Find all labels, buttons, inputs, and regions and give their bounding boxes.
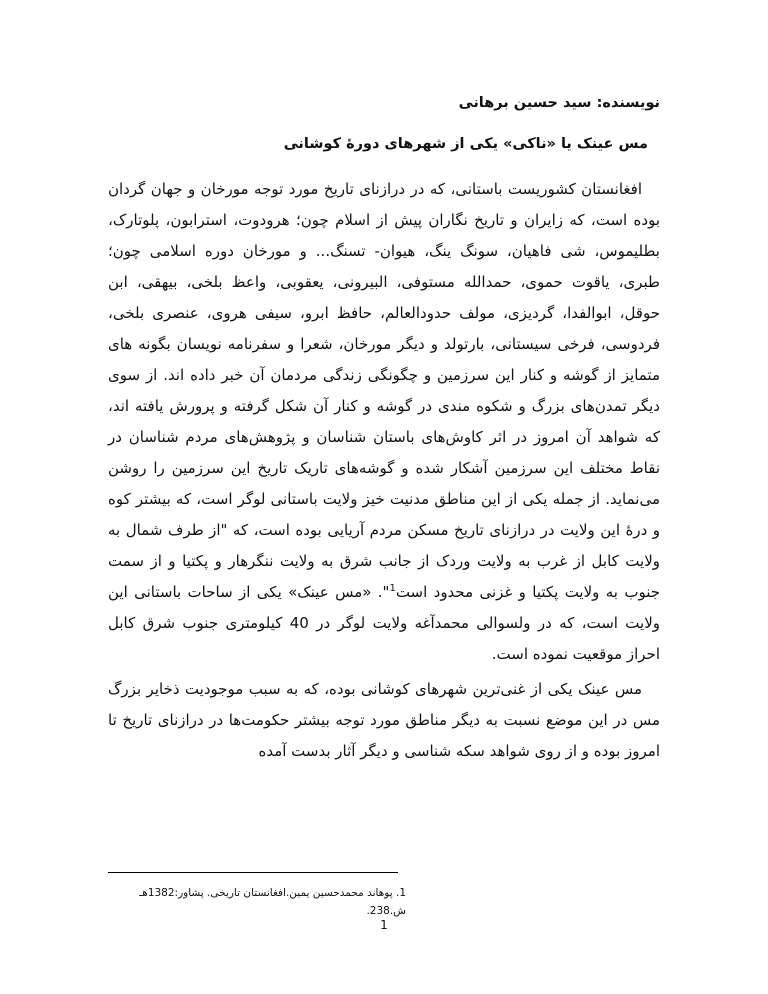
page-number: 1 (380, 918, 388, 932)
footnote: 1. پوهاند محمدحسین یمین.افغانستان تاریخی. پشاور:1382هـ ش.238. (139, 887, 406, 917)
paragraph-2: مس عینک یکی از غنی‌ترین شهرهای کوشانی بوده، که به سبب موجودیت ذخایر بزرگ مس در این موضع نسبت به دیگر مناطق مورد توجه بیشتر حکومت‌ها در درازنای تاریخ تا امروز بوده و از روی شواهد سکه شناسی و دیگر آثار بدست آمده (108, 680, 660, 760)
document-title: مس عینک یا «ناکی» یکی از شهرهای دورهٔ کوشانی (283, 136, 648, 152)
document-page (108, 86, 660, 767)
paragraph-1-main-text: افغانستان کشوریست باستانی، که در درازنای تاریخ مورد توجه مورخان و جهان گردان بوده است، که زایران و تاریخ نگاران پیش از اسلام چون؛ هرودوت، استرابون، پلوتارک، بطلیموس، شی فاهیان، سونگ ینگ، هیوان- تسنگ... و مورخان دوره اسلامی چون؛ طبری، یاقوت حموی، حمدالله مستوفی، البیرونی، یعقوبی، واعظ بلخی، بیهقی، ابن حوقل، ابوالفدا، گردیزی، مولف حدودالعالم، حافظ ابرو، سیفی هروی، عنصری بلخی، فردوسی، فرخی سیستانی، بارتولد و دیگر مورخان، شعرا و سفرنامه نویسان بگونه های متمایز از گوشه و کنار این سرزمین و چگونگی زندگی مردمان آن خبر داده اند. از سوی دیگر تمدن‌های بزرگ و شکوه مندی در گوشه و کنار آن شکل گرفته و پرورش یافته اند، که شواهد آن امروز در اثر کاوش‌های باستان شناسان و پژوهش‌های مردم شناسان در نقاط مختلف این سرزمین آشکار شده و گوشه‌های تاریک تاریخ این سرزمین را روشن می‌نماید. از جمله یکی از این مناطق مدنیت خیز ولایت باستانی لوگر است، که بیشتر کوه و درهٔ این ولایت در درازنای تاریخ مسکن مردم آریایی بوده است، که "از طرف شمال به ولایت کابل از غرب به ولایت وردک از جانب شرق به ولایت ننگرهار و پکتیا و از سمت جنوب به ولایت پکتیا و غزنی محدود است (108, 180, 660, 601)
footnote-marker: 1 (389, 583, 396, 594)
paragraph-1-tail-text: ". «مس عینک» یکی از ساحات باستانی این ولایت است، که در ولسوالی محمدآغه ولایت لوگر در 40 کیلومتری جنوب شرق کابل احراز موقعیت نموده است. (108, 583, 660, 663)
paragraph-1 (108, 174, 660, 670)
footnote-separator (108, 872, 398, 873)
author-line: نویسنده: سید حسین برهانی (458, 95, 660, 111)
